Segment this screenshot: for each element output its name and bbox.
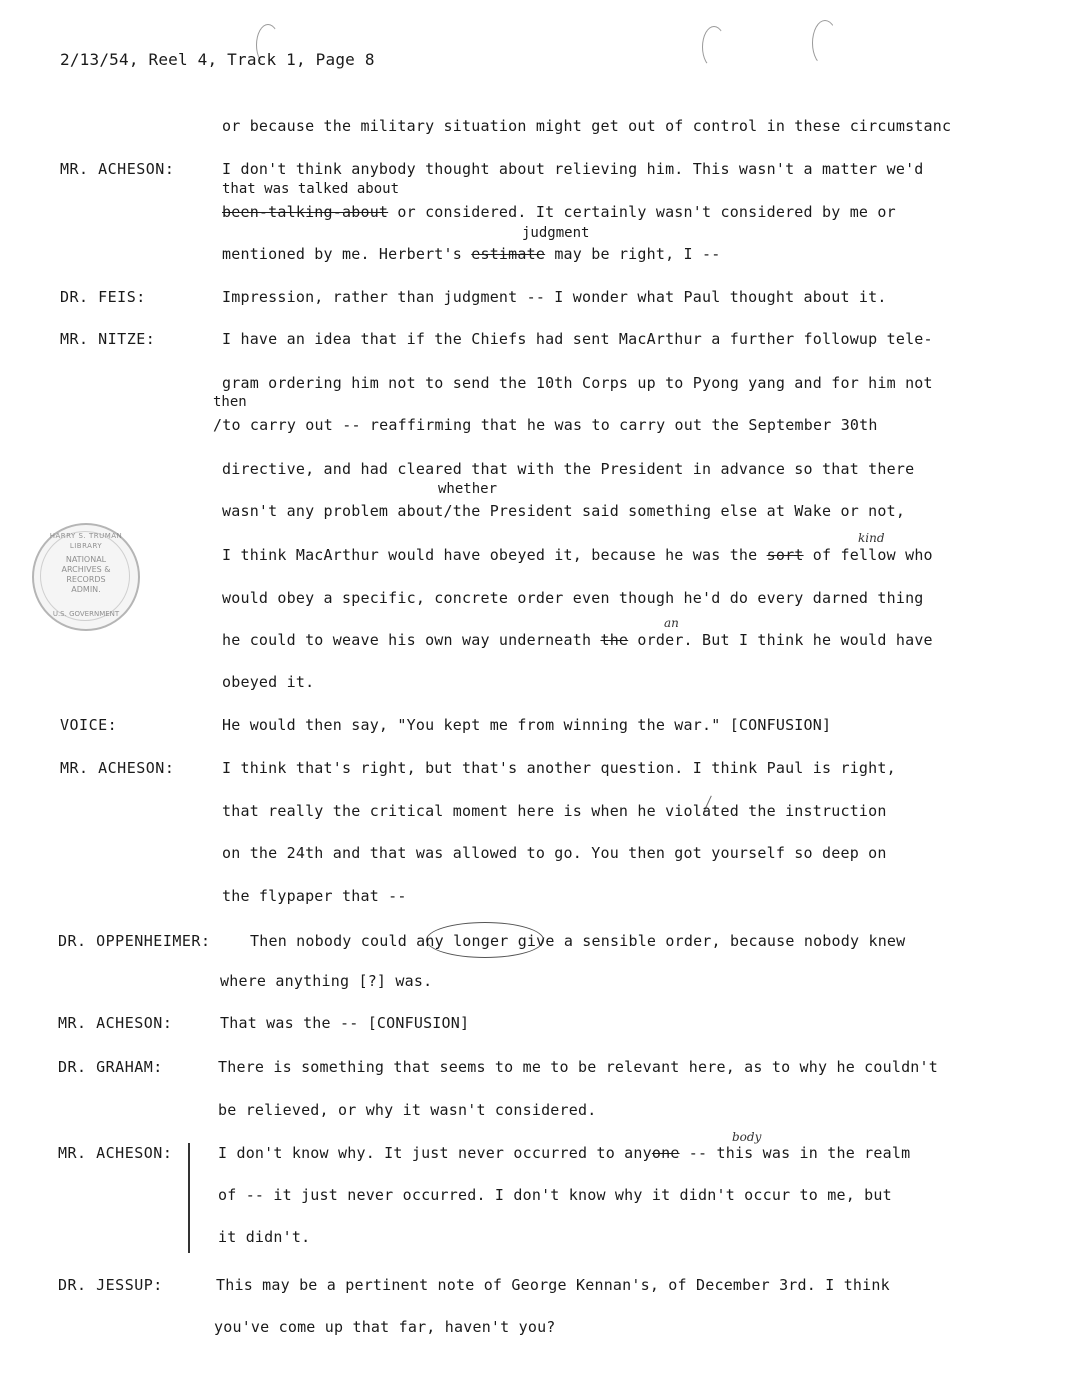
- typed-insertion: whether: [438, 481, 498, 497]
- transcript-line: wasn't any problem about/the President said something else at Wake or not,: [222, 502, 906, 520]
- transcript-line: /to carry out -- reaffirming that he was to carry out the September 30th: [213, 416, 878, 434]
- struck-text: estimate: [471, 245, 546, 263]
- line-text: or considered. It certainly wasn't considered by me or: [388, 203, 896, 221]
- speaker-label: MR. NITZE:: [60, 330, 156, 348]
- stamp-top-text: HARRY S. TRUMAN LIBRARY: [49, 532, 123, 550]
- line-text: of fellow who: [803, 546, 933, 564]
- transcript-line: [222, 546, 933, 564]
- line-text: mentioned by me. Herbert's: [222, 245, 472, 263]
- page-header: 2/13/54, Reel 4, Track 1, Page 8: [60, 50, 375, 69]
- transcript-line: I don't think anybody thought about relieving him. This wasn't a matter we'd: [222, 160, 924, 178]
- typed-insertion: that was talked about: [222, 181, 400, 197]
- transcript-line: gram ordering him not to send the 10th Corps up to Pyong yang and for him not: [222, 374, 933, 392]
- line-text: I think MacArthur would have obeyed it, because he was the: [222, 546, 767, 564]
- handwritten-correction: kind: [858, 531, 885, 545]
- margin-bracket-line: [188, 1143, 190, 1253]
- transcript-line: I have an idea that if the Chiefs had sent MacArthur a further followup tele-: [222, 330, 933, 348]
- transcript-line: There is something that seems to me to be relevant here, as to why he couldn't: [218, 1058, 938, 1076]
- transcript-line: [218, 1144, 910, 1162]
- transcript-line: I think that's right, but that's another question. I think Paul is right,: [222, 759, 896, 777]
- transcript-line: [222, 203, 896, 221]
- struck-text: sort: [766, 546, 804, 564]
- transcript-line: He would then say, "You kept me from winning the war." [CONFUSION]: [222, 716, 832, 734]
- archive-stamp: [32, 523, 140, 631]
- line-text: I don't know why. It just never occurred to any: [218, 1144, 652, 1162]
- transcript-line: Then nobody could any longer give a sensible order, because nobody knew: [250, 932, 906, 950]
- transcript-line: of -- it just never occurred. I don't know why it didn't occur to me, but: [218, 1186, 892, 1204]
- speaker-label: VOICE:: [60, 716, 118, 734]
- transcript-line: [222, 245, 720, 263]
- transcript-line: the flypaper that --: [222, 887, 407, 905]
- speaker-label: MR. ACHESON:: [60, 160, 175, 178]
- transcript-line: be relieved, or why it wasn't considered.: [218, 1101, 597, 1119]
- typed-insertion: judgment: [522, 225, 590, 241]
- transcript-line: you've come up that far, haven't you?: [214, 1318, 556, 1336]
- speaker-label: DR. OPPENHEIMER:: [58, 932, 211, 950]
- handwritten-correction: body: [732, 1130, 762, 1144]
- transcript-line: where anything [?] was.: [220, 972, 433, 990]
- transcript-line: would obey a specific, concrete order even though he'd do every darned thing: [222, 589, 924, 607]
- line-text: -- this was in the realm: [679, 1144, 911, 1162]
- transcript-line: This may be a pertinent note of George Kennan's, of December 3rd. I think: [216, 1276, 890, 1294]
- transcript-line: directive, and had cleared that with the President in advance so that there: [222, 460, 915, 478]
- line-text: may be right, I --: [545, 245, 721, 263]
- speaker-label: MR. ACHESON:: [58, 1014, 173, 1032]
- handwritten-correction: an: [664, 616, 679, 630]
- speaker-label: DR. GRAHAM:: [58, 1058, 163, 1076]
- transcript-line: That was the -- [CONFUSION]: [220, 1014, 470, 1032]
- transcript-line: obeyed it.: [222, 673, 315, 691]
- transcript-line: on the 24th and that was allowed to go. You then got yourself so deep on: [222, 844, 887, 862]
- stamp-bottom-text: U.S. GOVERNMENT: [52, 610, 120, 618]
- speaker-label: DR. JESSUP:: [58, 1276, 163, 1294]
- line-text: he could to weave his own way underneath: [222, 631, 601, 649]
- line-text: order. But I think he would have: [628, 631, 933, 649]
- transcript-line: Impression, rather than judgment -- I wonder what Paul thought about it.: [222, 288, 887, 306]
- struck-text: the: [600, 631, 629, 649]
- transcript-line: or because the military situation might get out of control in these circumstanc: [222, 117, 952, 135]
- transcript-line: it didn't.: [218, 1228, 311, 1246]
- transcript-line: that really the critical moment here is when he violated the instruction: [222, 802, 887, 820]
- binder-mark: [812, 20, 838, 66]
- typed-insertion: then: [213, 394, 247, 410]
- transcript-line: [222, 631, 933, 649]
- stamp-center-text: NATIONAL ARCHIVES & RECORDS ADMIN.: [61, 555, 111, 594]
- speaker-label: DR. FEIS:: [60, 288, 146, 306]
- speaker-label: MR. ACHESON:: [60, 759, 175, 777]
- binder-mark: [702, 26, 726, 68]
- speaker-label: MR. ACHESON:: [58, 1144, 173, 1162]
- struck-text: been-talking-about: [222, 203, 389, 221]
- struck-text: one: [651, 1144, 680, 1162]
